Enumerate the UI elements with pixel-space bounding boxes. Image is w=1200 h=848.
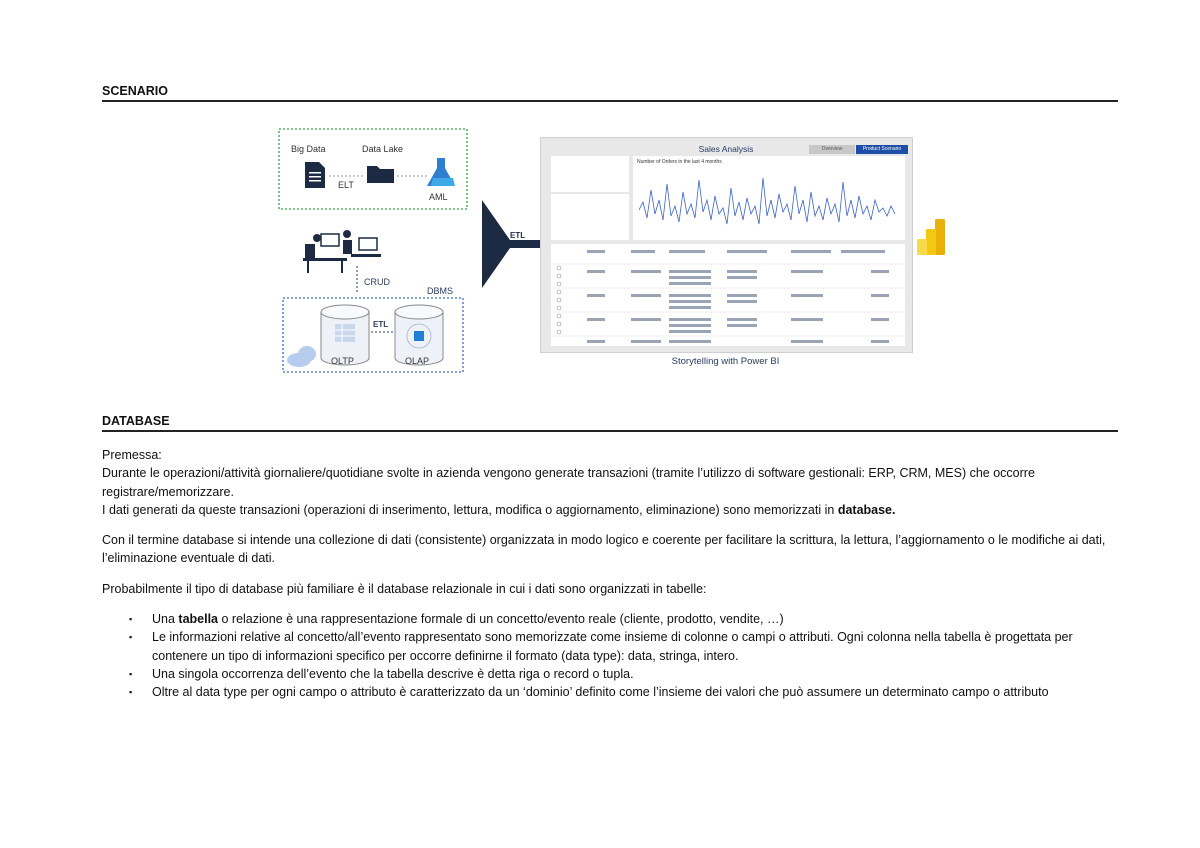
cloud-icon bbox=[287, 346, 316, 367]
power-bi-logo-icon bbox=[915, 217, 949, 257]
list-item: ▪ Una singola occorrenza dell’evento che la tabella descrive è detta riga o record o tupla. bbox=[102, 665, 1122, 683]
dashboard-screenshot bbox=[540, 137, 913, 353]
bullet-icon: ▪ bbox=[129, 687, 133, 698]
chart-panel bbox=[633, 156, 905, 240]
product-table-panel bbox=[551, 244, 905, 346]
list-item: ▪ Le informazioni relative al concetto/all’evento rappresentato sono memorizzate come insieme di colonne o campi o attributi. Ogni colonna nella tabella è progettata per contenere un tipo di informazioni specifico per occorre definirne il formato (data type): data, stringa, intero. bbox=[129, 630, 1073, 663]
database-body bbox=[102, 446, 1122, 702]
premessa-label: Premessa: bbox=[102, 448, 162, 462]
users-workstation-icon bbox=[303, 230, 381, 273]
bullet-icon: ▪ bbox=[129, 632, 133, 643]
section-heading-scenario: SCENARIO bbox=[102, 84, 1118, 102]
oltp-label: OLTP bbox=[331, 356, 354, 366]
bullet-icon: ▪ bbox=[129, 668, 133, 679]
bullet-list bbox=[102, 610, 1122, 701]
tab-overview: Overview bbox=[809, 145, 855, 154]
product-table bbox=[551, 244, 905, 346]
flask-icon bbox=[427, 158, 455, 186]
dbms-label: DBMS bbox=[427, 286, 454, 296]
keyword-database: database. bbox=[837, 502, 896, 517]
paragraph-relational: Probabilmente il tipo di database più familiare è il database relazionale in cui i dati sono organizzati in tabelle: bbox=[102, 581, 707, 596]
etl-arrow-shape bbox=[482, 200, 546, 288]
dashboard-title: Sales Analysis bbox=[698, 144, 754, 154]
crud-label: CRUD bbox=[364, 277, 390, 287]
paragraph-transactions: Durante le operazioni/attività giornaliere/quotidiane svolte in azienda vengono generate transazioni (tramite l’utilizzo di software gestionali: ERP, CRM, MES) che occorre registrare/memorizzare. bbox=[102, 466, 1035, 499]
tab-product-scenario: Product Scenario bbox=[856, 145, 908, 154]
category-panel bbox=[551, 194, 629, 240]
paragraph-storage: I dati generati da queste transazioni (operazioni di inserimento, lettura, modifica o aggiornamento, eliminazione) sono memorizzati in database. bbox=[102, 502, 896, 517]
olap-label: OLAP bbox=[405, 356, 430, 366]
aml-label: AML bbox=[429, 192, 448, 202]
etl-arrow-label: ETL bbox=[510, 231, 526, 240]
chart-title: Number of Orders in the last 4 months bbox=[637, 159, 722, 165]
document-icon bbox=[305, 162, 325, 188]
paragraph-definition: Con il termine database si intende una collezione di dati (consistente) organizzata in modo logico e coerente per facilitare la scrittura, la lettura, l’aggiornamento o le modifiche ai dati, l’eliminazione eventuale di dati. bbox=[102, 533, 1106, 566]
keyword-tabella: tabella bbox=[178, 612, 219, 627]
heading-rule bbox=[102, 100, 1118, 102]
heading-rule bbox=[102, 430, 1118, 432]
dashboard-caption: Storytelling with Power BI bbox=[671, 356, 780, 367]
architecture-diagram bbox=[277, 126, 471, 376]
list-item: ▪ Oltre al data type per ogni campo o attributo è caratterizzato da un ‘dominio’ definito come l’insieme dei valori che può assumere un determinato campo o attributo bbox=[102, 683, 1122, 701]
big-data-label: Big Data bbox=[291, 144, 326, 154]
list-item: ▪ Una tabella o relazione è una rappresentazione formale di un concetto/evento reale (cliente, prodotto, vendite, …) bbox=[102, 610, 1122, 628]
elt-label: ELT bbox=[338, 180, 354, 190]
filter-panel bbox=[551, 156, 629, 192]
etl-link-label: ETL bbox=[373, 320, 389, 329]
bullet-icon: ▪ bbox=[129, 614, 133, 625]
data-lake-label: Data Lake bbox=[362, 144, 404, 154]
section-heading-database: DATABASE bbox=[102, 414, 1118, 432]
orders-line-chart bbox=[639, 170, 897, 234]
folder-icon bbox=[367, 166, 394, 183]
